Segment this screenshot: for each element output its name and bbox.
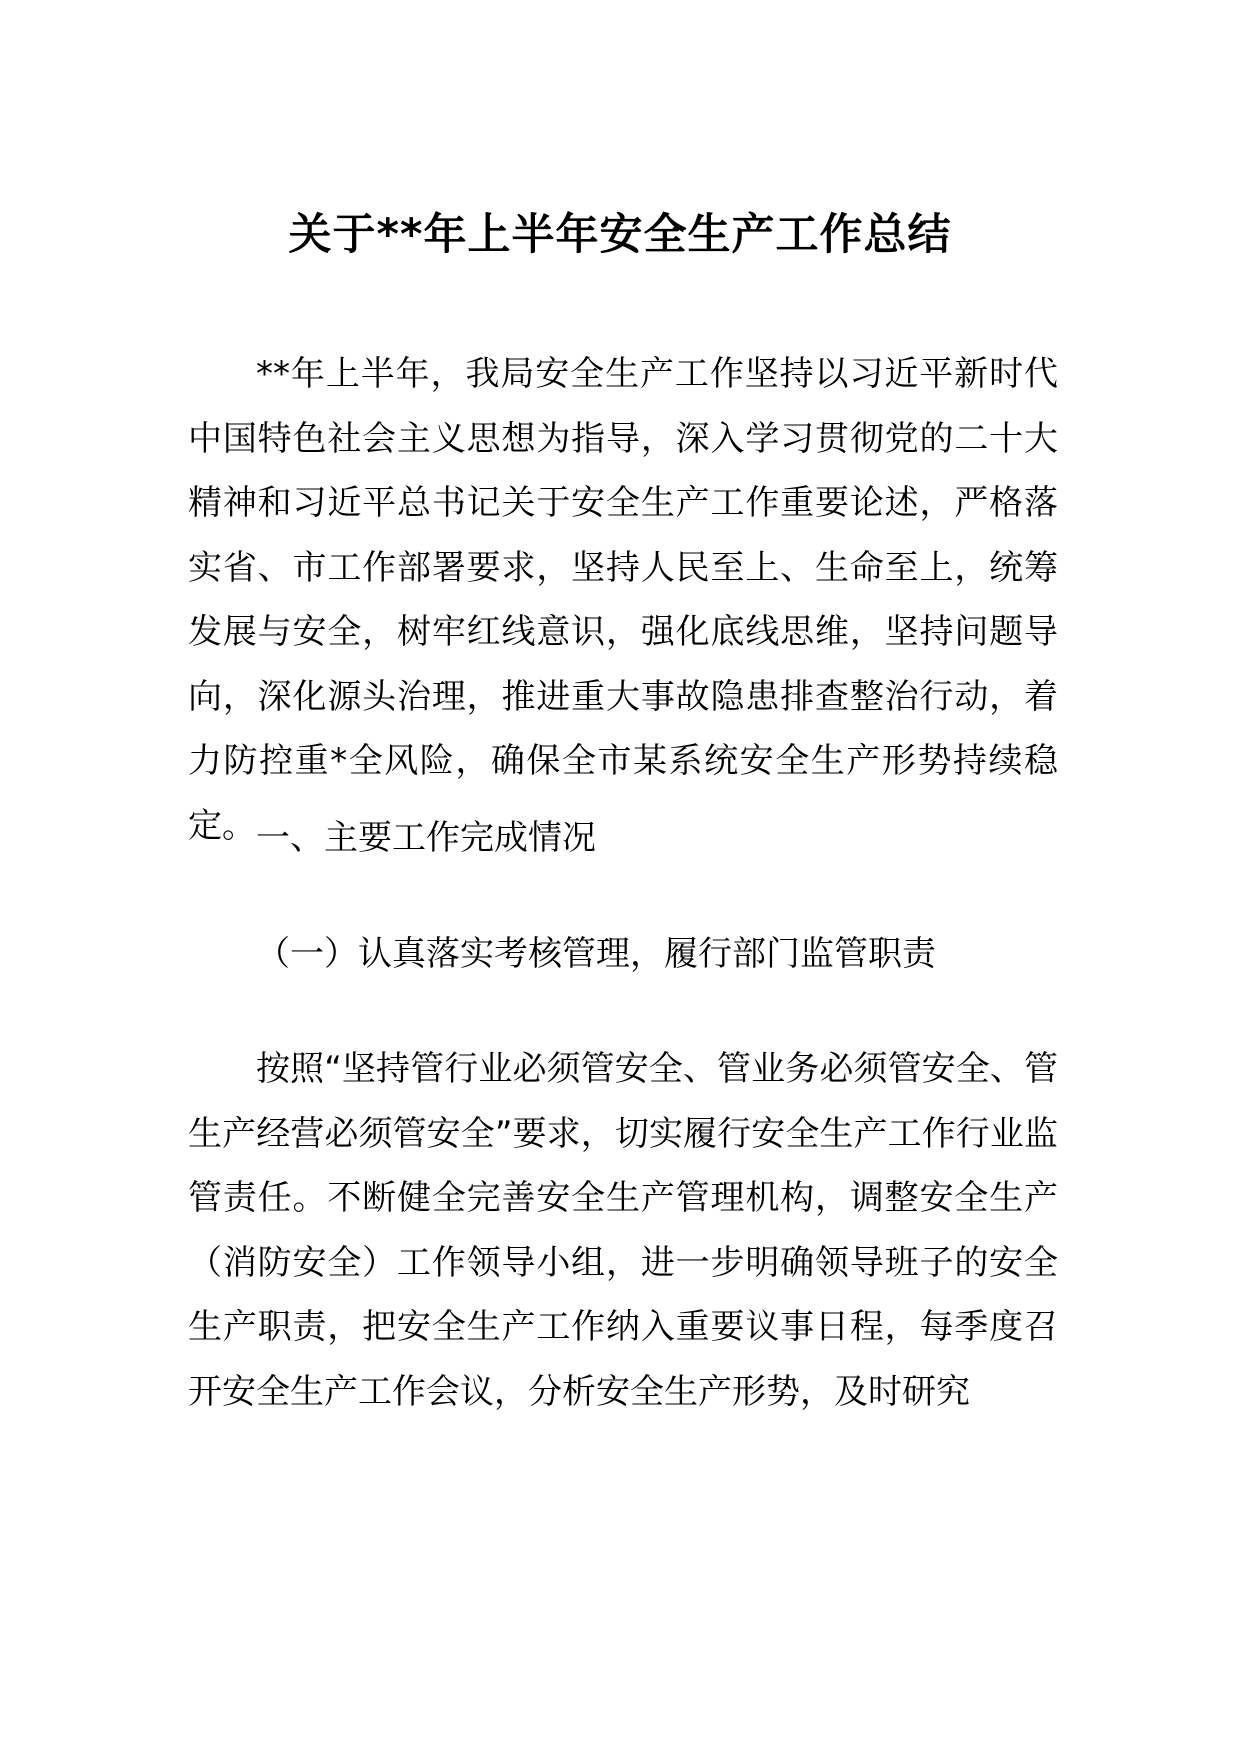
section-heading: 一、主要工作完成情况 <box>256 818 596 858</box>
subsection-heading: （一）认真落实考核管理，履行部门监管职责 <box>256 934 936 974</box>
body-paragraph: 按照“坚持管行业必须管安全、管业务必须管安全、管生产经营必须管安全”要求，切实履行安全生产工作行业监管责任。不断健全完善安全生产管理机构，调整安全生产（消防安全）工作领导小组，进一步明确领导班子的安全生产职责，把安全生产工作纳入重要议事日程，每季度召开安全生产工作会议，分析安全生产形势，及时研究 <box>188 1049 1058 1412</box>
intro-paragraph: **年上半年，我局安全生产工作坚持以习近平新时代中国特色社会主义思想为指导，深入学习贯彻党的二十大精神和习近平总书记关于安全生产工作重要论述，严格落实省、市工作部署要求，坚持人民至上、生命至上，统筹发展与安全，树牢红线意识，强化底线思维，坚持问题导向，深化源头治理，推进重大事故隐患排查整治行动，着力防控重*全风险，确保全市某系统安全生产形势持续稳定。 <box>188 354 1058 846</box>
document-title: 关于**年上半年安全生产工作总结 <box>288 210 952 260</box>
